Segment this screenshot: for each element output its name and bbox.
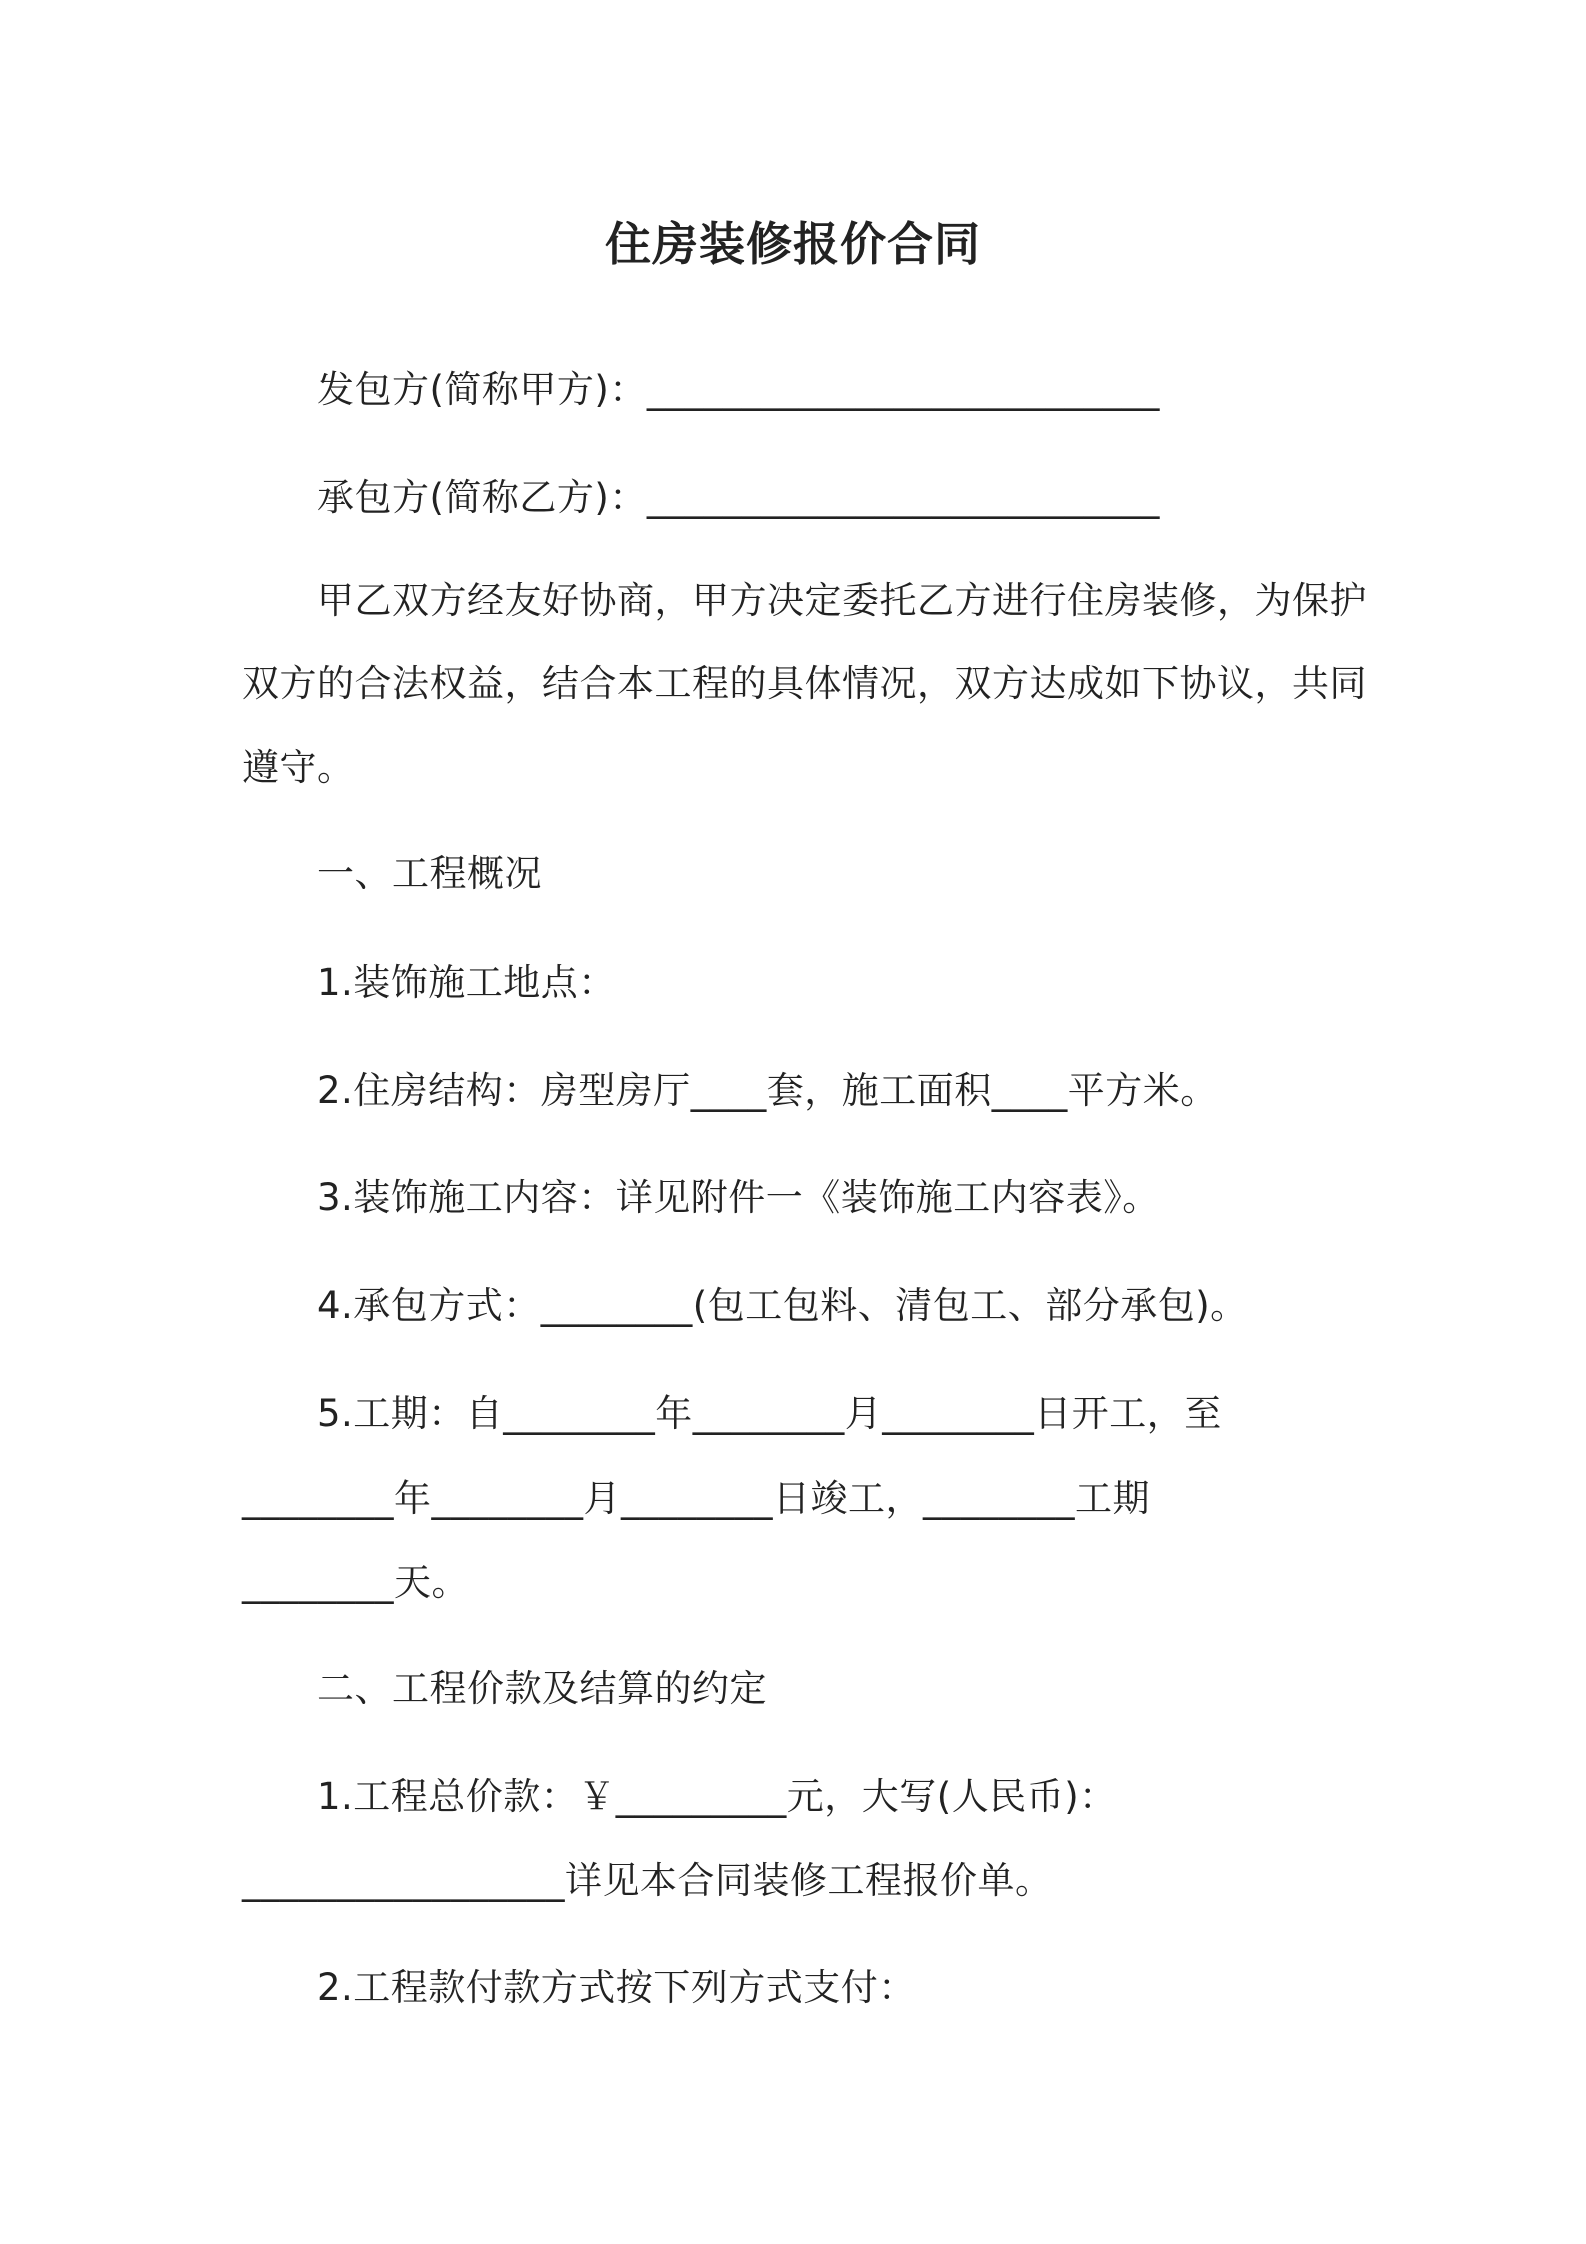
section-1-heading: 一、工程概况 [317, 852, 542, 895]
clause-1-5-line-3: ________天。 [242, 1561, 469, 1604]
clause-1-5-line-2: ________年________月________日竣工，________工期 [242, 1477, 1150, 1520]
party-b-line: 承包方(简称乙方)：___________________________ [317, 476, 1160, 519]
preamble-line-2: 双方的合法权益，结合本工程的具体情况，双方达成如下协议，共同 [242, 662, 1367, 705]
preamble-line-3: 遵守。 [242, 746, 355, 789]
clause-1-4: 4.承包方式：________(包工包料、清包工、部分承包)。 [317, 1284, 1248, 1327]
clause-1-3: 3.装饰施工内容：详见附件一《装饰施工内容表》。 [317, 1176, 1160, 1219]
clause-2-1-line-1: 1.工程总价款：￥_________元，大写(人民币)： [317, 1775, 1117, 1818]
clause-1-5-line-1: 5.工期：自________年________月________日开工，至 [317, 1392, 1222, 1435]
clause-1-2: 2.住房结构：房型房厅____套，施工面积____平方米。 [317, 1069, 1218, 1112]
clause-2-1-line-2: _________________详见本合同装修工程报价单。 [242, 1859, 1053, 1902]
clause-1-1: 1.装饰施工地点： [317, 961, 616, 1004]
document-title: 住房装修报价合同 [605, 217, 981, 271]
preamble-line-1: 甲乙双方经友好协商，甲方决定委托乙方进行住房装修，为保护 [317, 579, 1367, 622]
party-a-line: 发包方(简称甲方)：___________________________ [317, 368, 1160, 411]
clause-2-2: 2.工程款付款方式按下列方式支付： [317, 1966, 916, 2009]
section-2-heading: 二、工程价款及结算的约定 [317, 1667, 767, 1710]
